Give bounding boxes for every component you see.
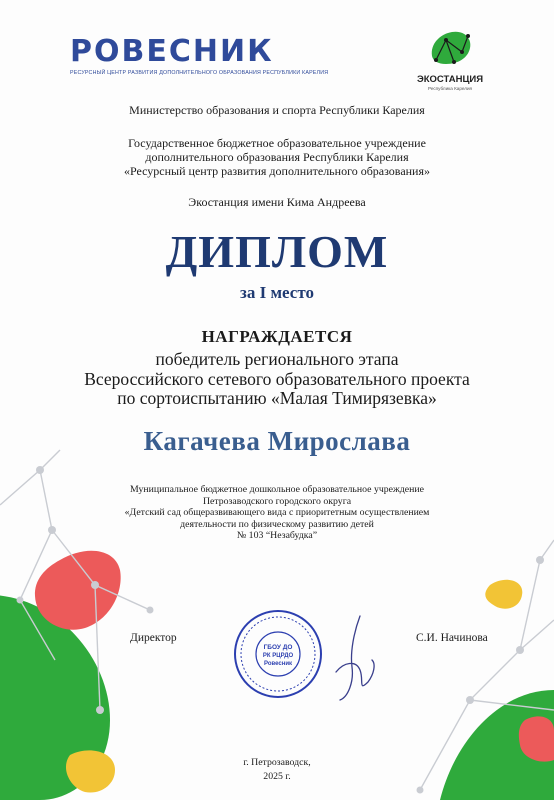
rovesnik-logo-text: РОВЕСНИК <box>70 34 274 69</box>
ministry-line: Министерство образования и спорта Республики Карелия <box>129 103 425 117</box>
handwritten-signature <box>330 612 380 707</box>
diploma-title: ДИПЛОМ <box>165 226 389 277</box>
ecostation-logo-icon <box>422 26 478 68</box>
ecostation-logo-text: ЭКОСТАНЦИЯ <box>416 74 484 85</box>
organization-line: Муниципальное бюджетное дошкольное образовательное учреждение <box>130 484 424 495</box>
diploma-place: за I место <box>240 283 314 302</box>
stamp-line: ГБОУ ДО <box>263 644 293 651</box>
description-line: Всероссийского сетевого образовательного проекта <box>84 368 470 389</box>
director-label: Директор <box>130 632 177 644</box>
rovesnik-logo-subtitle: РЕСУРСНЫЙ ЦЕНТР РАЗВИТИЯ ДОПОЛНИТЕЛЬНОГО ОБРАЗОВАНИЯ РЕСПУБЛИКИ КАРЕЛИЯ <box>70 70 329 76</box>
rovesnik-logo <box>70 34 329 76</box>
institution-block <box>0 136 554 178</box>
description-line: победитель регионального этапа <box>155 349 399 369</box>
director-name: С.И. Начинова <box>416 632 488 644</box>
organization-line: деятельности по физическому развитию детей <box>180 518 374 530</box>
awarded-heading: НАГРАЖДАЕТСЯ <box>201 327 353 346</box>
footer-city: г. Петрозаводск, <box>243 757 311 768</box>
institution-line: Государственное бюджетное образовательное учреждение <box>128 136 426 150</box>
description-line: по сортоиспытанию «Малая Тимирязевка» <box>117 388 437 408</box>
organization-line: № 103 “Незабудка” <box>236 530 318 541</box>
organization-block <box>0 484 554 542</box>
recipient-name: Кагачева Мирослава <box>143 426 411 456</box>
organization-line: Петрозаводского городского округа <box>202 495 352 507</box>
ecostation-logo-subtitle: Республика Карелия <box>427 86 473 91</box>
official-stamp <box>232 608 324 700</box>
stamp-line: Ровесник <box>263 661 293 667</box>
footer-year: 2025 г. <box>263 771 291 782</box>
award-description <box>0 350 554 409</box>
stamp-line: РК РЦРДО <box>262 653 294 659</box>
organization-line: «Детский сад общеразвивающего вида с приоритетным осуществлением <box>124 507 430 518</box>
institution-line: дополнительного образования Республики Карелия <box>145 150 409 164</box>
yellow-shape <box>485 580 522 609</box>
ecostation-logo <box>400 26 500 91</box>
ecostation-line: Экостанция имени Кима Андреева <box>188 195 366 209</box>
institution-line: «Ресурсный центр развития дополнительного образования» <box>123 164 431 178</box>
